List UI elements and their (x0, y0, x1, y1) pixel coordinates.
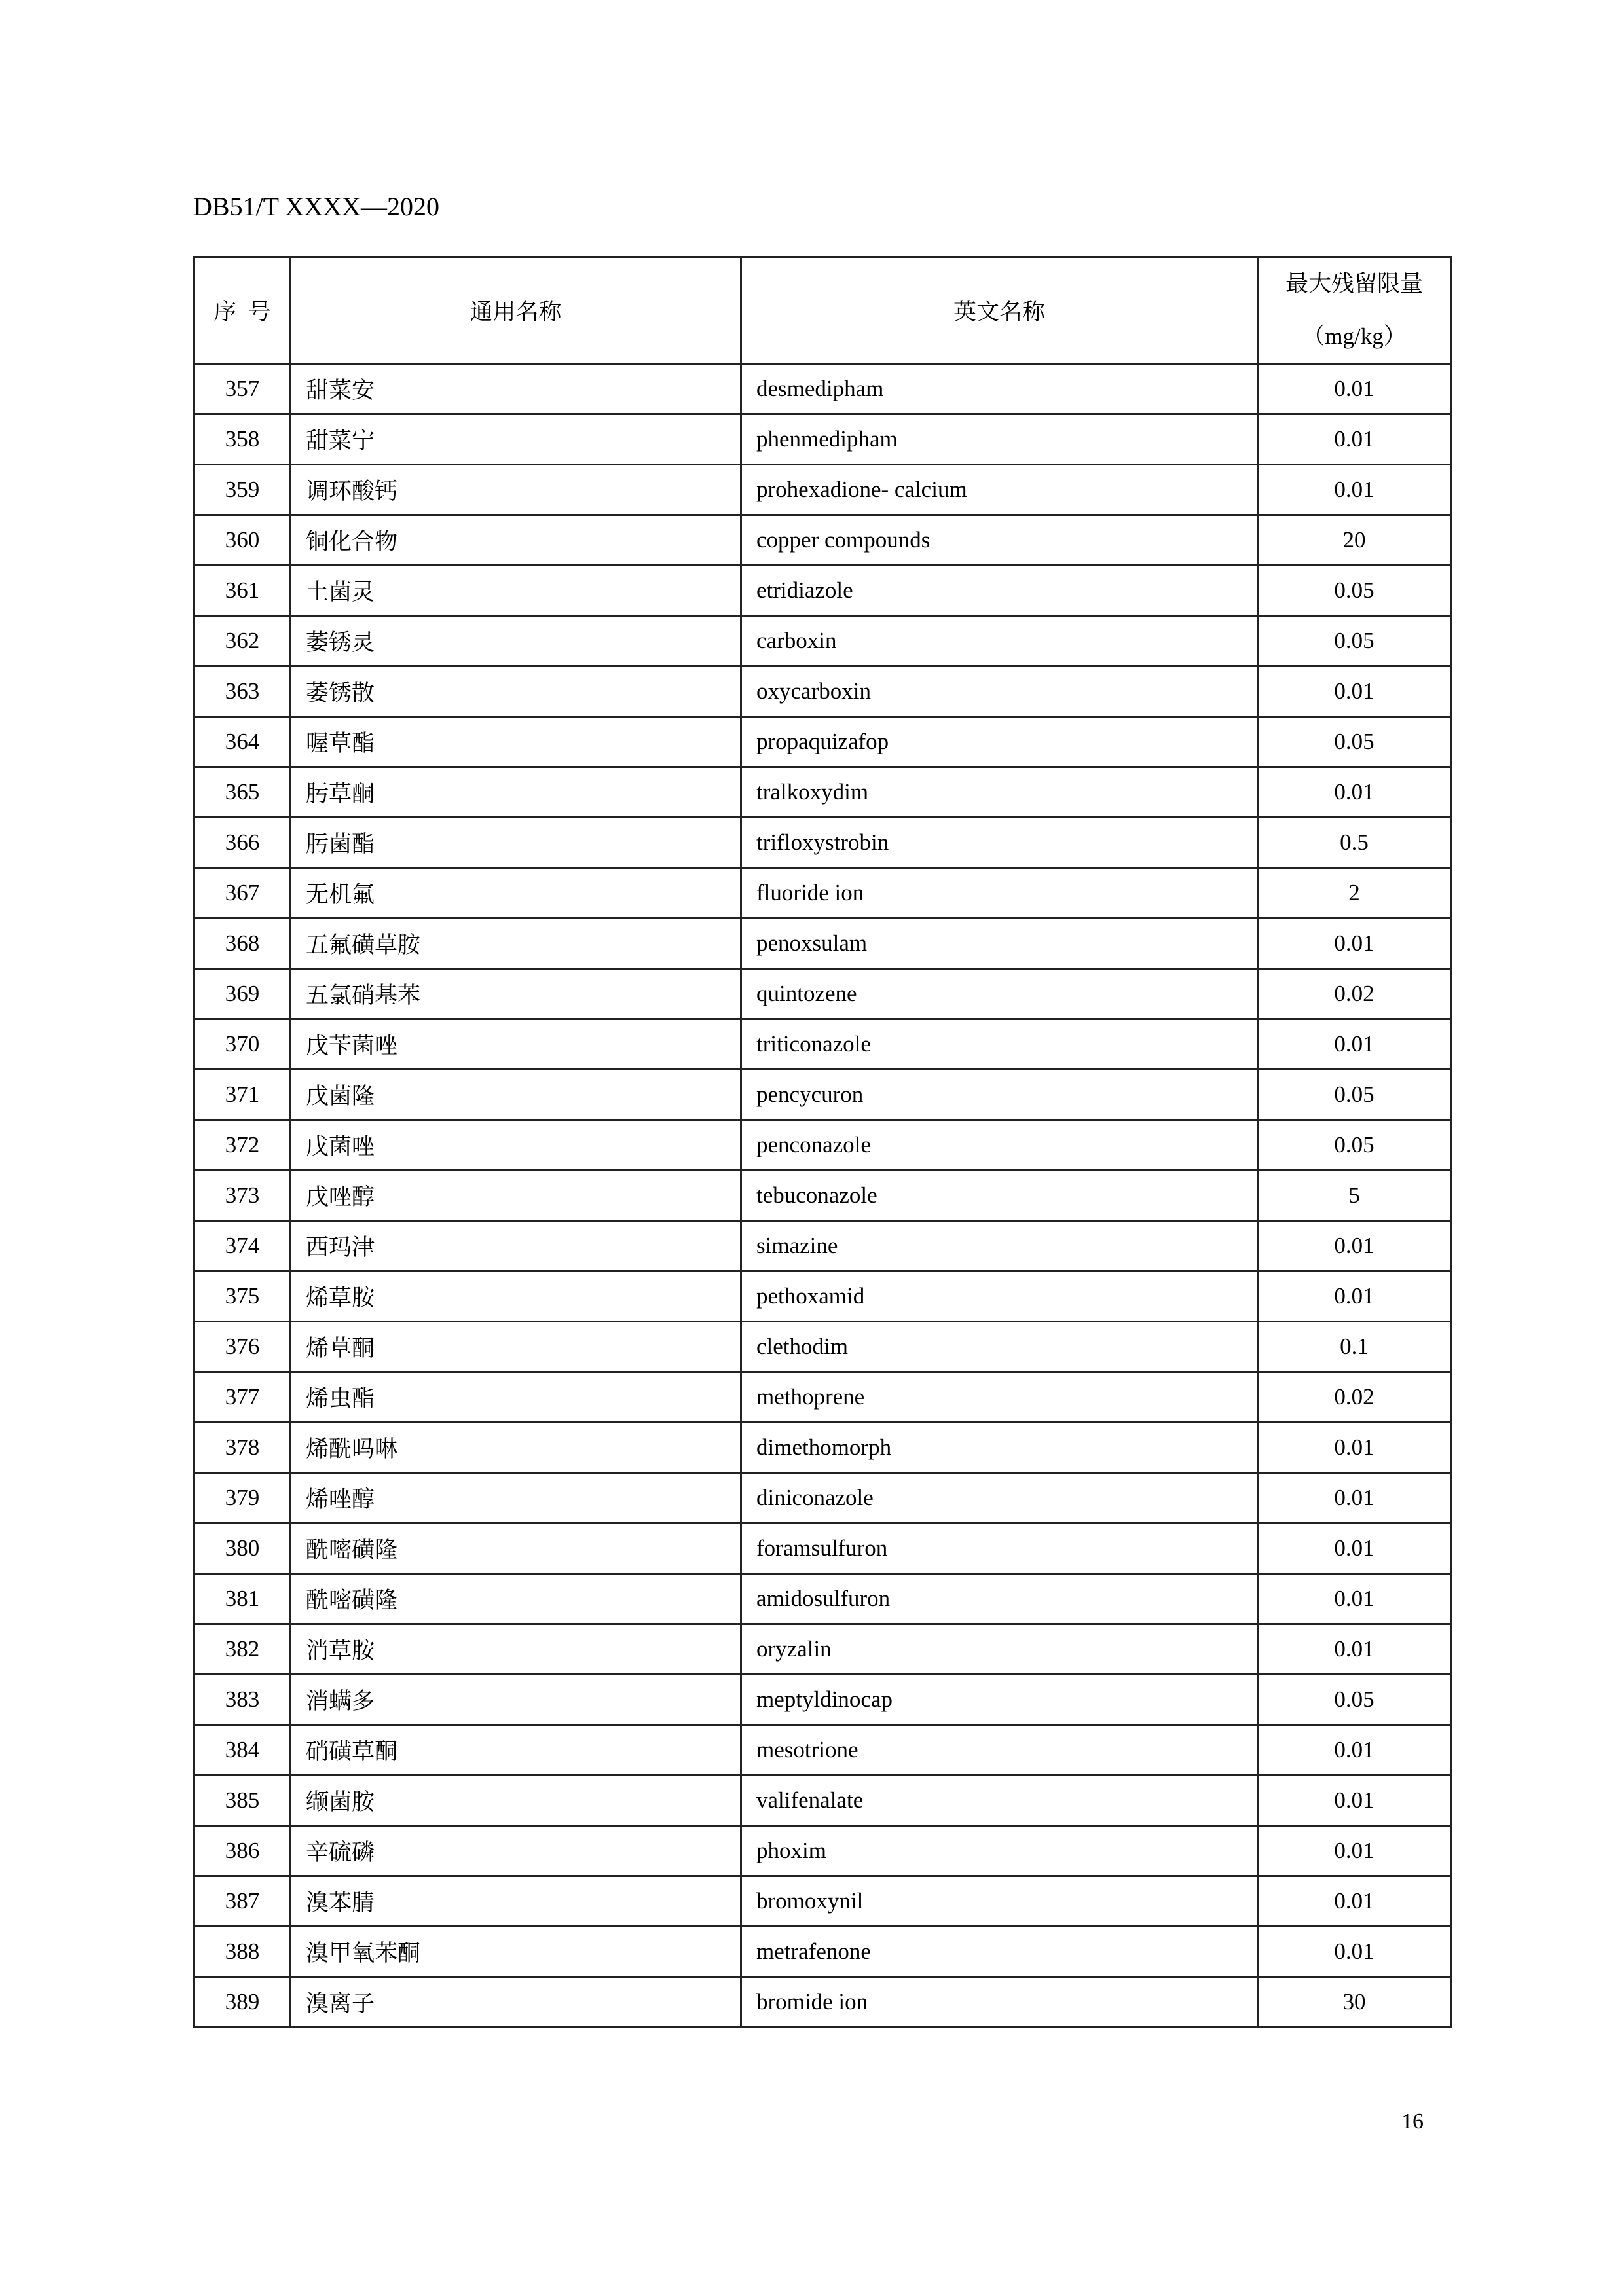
table-row (194, 818, 1451, 868)
table-row (194, 1322, 1451, 1372)
common-name: 肟菌酯 (291, 818, 741, 868)
max-residue-limit: 5 (1258, 1171, 1451, 1221)
row-index: 387 (194, 1876, 291, 1927)
english-name: valifenalate (741, 1776, 1258, 1826)
row-index: 368 (194, 919, 291, 969)
common-name: 萎锈灵 (291, 616, 741, 666)
max-residue-limit: 0.05 (1258, 717, 1451, 767)
table-row (194, 1977, 1451, 2028)
document-id: DB51/T XXXX—2020 (193, 192, 439, 221)
table-row (194, 515, 1451, 566)
common-name: 溴离子 (291, 1977, 741, 2028)
row-index: 380 (194, 1523, 291, 1574)
max-residue-limit: 0.05 (1258, 1070, 1451, 1120)
row-index: 383 (194, 1675, 291, 1725)
common-name: 烯虫酯 (291, 1372, 741, 1423)
row-index: 381 (194, 1574, 291, 1624)
common-name: 戊菌唑 (291, 1120, 741, 1171)
col-header-mrl-title: 最大残留限量 (1285, 271, 1423, 297)
common-name: 溴甲氧苯酮 (291, 1927, 741, 1977)
english-name: methoprene (741, 1372, 1258, 1423)
max-residue-limit: 20 (1258, 515, 1451, 566)
max-residue-limit: 0.01 (1258, 1473, 1451, 1523)
english-name: penoxsulam (741, 919, 1258, 969)
common-name: 无机氟 (291, 868, 741, 919)
english-name: pethoxamid (741, 1271, 1258, 1322)
row-index: 367 (194, 868, 291, 919)
row-index: 370 (194, 1019, 291, 1070)
row-index: 369 (194, 969, 291, 1019)
table-row (194, 616, 1451, 666)
common-name: 酰嘧磺隆 (291, 1523, 741, 1574)
table-row (194, 1776, 1451, 1826)
max-residue-limit: 0.01 (1258, 364, 1451, 414)
english-name: bromoxynil (741, 1876, 1258, 1927)
common-name: 酰嘧磺隆 (291, 1574, 741, 1624)
row-index: 372 (194, 1120, 291, 1171)
english-name: etridiazole (741, 566, 1258, 616)
max-residue-limit: 0.5 (1258, 818, 1451, 868)
row-index: 361 (194, 566, 291, 616)
max-residue-limit: 0.05 (1258, 566, 1451, 616)
common-name: 西玛津 (291, 1221, 741, 1271)
english-name: triticonazole (741, 1019, 1258, 1070)
max-residue-limit: 0.01 (1258, 1927, 1451, 1977)
english-name: quintozene (741, 969, 1258, 1019)
col-header-english-name: 英文名称 (741, 257, 1258, 364)
row-index: 388 (194, 1927, 291, 1977)
english-name: tralkoxydim (741, 767, 1258, 818)
max-residue-limit: 0.01 (1258, 1423, 1451, 1473)
row-index: 371 (194, 1070, 291, 1120)
row-index: 378 (194, 1423, 291, 1473)
common-name: 硝磺草酮 (291, 1725, 741, 1776)
common-name: 五氯硝基苯 (291, 969, 741, 1019)
english-name: simazine (741, 1221, 1258, 1271)
row-index: 364 (194, 717, 291, 767)
table-row (194, 1271, 1451, 1322)
common-name: 甜菜安 (291, 364, 741, 414)
table-row (194, 1120, 1451, 1171)
row-index: 360 (194, 515, 291, 566)
row-index: 357 (194, 364, 291, 414)
table-row (194, 919, 1451, 969)
col-header-mrl (1258, 257, 1451, 364)
row-index: 363 (194, 666, 291, 717)
english-name: amidosulfuron (741, 1574, 1258, 1624)
max-residue-limit: 0.02 (1258, 969, 1451, 1019)
row-index: 362 (194, 616, 291, 666)
row-index: 359 (194, 465, 291, 515)
english-name: tebuconazole (741, 1171, 1258, 1221)
mrl-table (193, 256, 1452, 2028)
page-number: 16 (1401, 2109, 1424, 2134)
common-name: 调环酸钙 (291, 465, 741, 515)
english-name: carboxin (741, 616, 1258, 666)
english-name: dimethomorph (741, 1423, 1258, 1473)
common-name: 萎锈散 (291, 666, 741, 717)
row-index: 377 (194, 1372, 291, 1423)
english-name: desmedipham (741, 364, 1258, 414)
english-name: pencycuron (741, 1070, 1258, 1120)
english-name: phenmedipham (741, 414, 1258, 465)
common-name: 烯唑醇 (291, 1473, 741, 1523)
table-row (194, 1876, 1451, 1927)
table-row (194, 969, 1451, 1019)
max-residue-limit: 0.01 (1258, 1523, 1451, 1574)
max-residue-limit: 2 (1258, 868, 1451, 919)
max-residue-limit: 0.01 (1258, 1574, 1451, 1624)
row-index: 385 (194, 1776, 291, 1826)
max-residue-limit: 0.01 (1258, 1624, 1451, 1675)
table-row (194, 1221, 1451, 1271)
row-index: 365 (194, 767, 291, 818)
max-residue-limit: 0.05 (1258, 1675, 1451, 1725)
common-name: 肟草酮 (291, 767, 741, 818)
english-name: fluoride ion (741, 868, 1258, 919)
common-name: 土菌灵 (291, 566, 741, 616)
common-name: 甜菜宁 (291, 414, 741, 465)
max-residue-limit: 0.01 (1258, 1826, 1451, 1876)
english-name: foramsulfuron (741, 1523, 1258, 1574)
row-index: 384 (194, 1725, 291, 1776)
max-residue-limit: 0.01 (1258, 1876, 1451, 1927)
common-name: 喔草酯 (291, 717, 741, 767)
table-row (194, 717, 1451, 767)
col-header-common-name: 通用名称 (291, 257, 741, 364)
max-residue-limit: 0.01 (1258, 1776, 1451, 1826)
common-name: 缬菌胺 (291, 1776, 741, 1826)
english-name: oryzalin (741, 1624, 1258, 1675)
table-row (194, 1574, 1451, 1624)
col-header-mrl-unit: （mg/kg） (1302, 323, 1407, 349)
table-row (194, 1927, 1451, 1977)
table-row (194, 868, 1451, 919)
common-name: 五氟磺草胺 (291, 919, 741, 969)
row-index: 386 (194, 1826, 291, 1876)
table-row (194, 1372, 1451, 1423)
max-residue-limit: 0.01 (1258, 666, 1451, 717)
table-row (194, 1423, 1451, 1473)
max-residue-limit: 0.02 (1258, 1372, 1451, 1423)
row-index: 375 (194, 1271, 291, 1322)
table-row (194, 767, 1451, 818)
table-row (194, 465, 1451, 515)
table-row (194, 1019, 1451, 1070)
table-row (194, 1826, 1451, 1876)
max-residue-limit: 0.05 (1258, 1120, 1451, 1171)
english-name: mesotrione (741, 1725, 1258, 1776)
common-name: 溴苯腈 (291, 1876, 741, 1927)
english-name: phoxim (741, 1826, 1258, 1876)
table-header-row (194, 257, 1451, 364)
max-residue-limit: 30 (1258, 1977, 1451, 2028)
english-name: clethodim (741, 1322, 1258, 1372)
english-name: meptyldinocap (741, 1675, 1258, 1725)
table-row (194, 566, 1451, 616)
common-name: 消螨多 (291, 1675, 741, 1725)
row-index: 366 (194, 818, 291, 868)
max-residue-limit: 0.01 (1258, 414, 1451, 465)
common-name: 戊唑醇 (291, 1171, 741, 1221)
table-row (194, 364, 1451, 414)
table-row (194, 1473, 1451, 1523)
english-name: propaquizafop (741, 717, 1258, 767)
max-residue-limit: 0.01 (1258, 919, 1451, 969)
common-name: 烯酰吗啉 (291, 1423, 741, 1473)
english-name: trifloxystrobin (741, 818, 1258, 868)
table-row (194, 1171, 1451, 1221)
common-name: 戊苄菌唑 (291, 1019, 741, 1070)
max-residue-limit: 0.01 (1258, 767, 1451, 818)
common-name: 戊菌隆 (291, 1070, 741, 1120)
common-name: 铜化合物 (291, 515, 741, 566)
col-header-index: 序 号 (194, 257, 291, 364)
table-row (194, 666, 1451, 717)
row-index: 379 (194, 1473, 291, 1523)
row-index: 373 (194, 1171, 291, 1221)
max-residue-limit: 0.01 (1258, 1221, 1451, 1271)
max-residue-limit: 0.1 (1258, 1322, 1451, 1372)
common-name: 烯草胺 (291, 1271, 741, 1322)
row-index: 376 (194, 1322, 291, 1372)
common-name: 辛硫磷 (291, 1826, 741, 1876)
english-name: copper compounds (741, 515, 1258, 566)
table-row (194, 1675, 1451, 1725)
row-index: 374 (194, 1221, 291, 1271)
english-name: oxycarboxin (741, 666, 1258, 717)
table-row (194, 414, 1451, 465)
table-row (194, 1725, 1451, 1776)
max-residue-limit: 0.05 (1258, 616, 1451, 666)
table-row (194, 1523, 1451, 1574)
english-name: prohexadione- calcium (741, 465, 1258, 515)
max-residue-limit: 0.01 (1258, 1019, 1451, 1070)
table-row (194, 1624, 1451, 1675)
max-residue-limit: 0.01 (1258, 465, 1451, 515)
max-residue-limit: 0.01 (1258, 1271, 1451, 1322)
table-row (194, 1070, 1451, 1120)
english-name: metrafenone (741, 1927, 1258, 1977)
max-residue-limit: 0.01 (1258, 1725, 1451, 1776)
common-name: 烯草酮 (291, 1322, 741, 1372)
english-name: penconazole (741, 1120, 1258, 1171)
row-index: 382 (194, 1624, 291, 1675)
common-name: 消草胺 (291, 1624, 741, 1675)
english-name: diniconazole (741, 1473, 1258, 1523)
english-name: bromide ion (741, 1977, 1258, 2028)
row-index: 358 (194, 414, 291, 465)
row-index: 389 (194, 1977, 291, 2028)
